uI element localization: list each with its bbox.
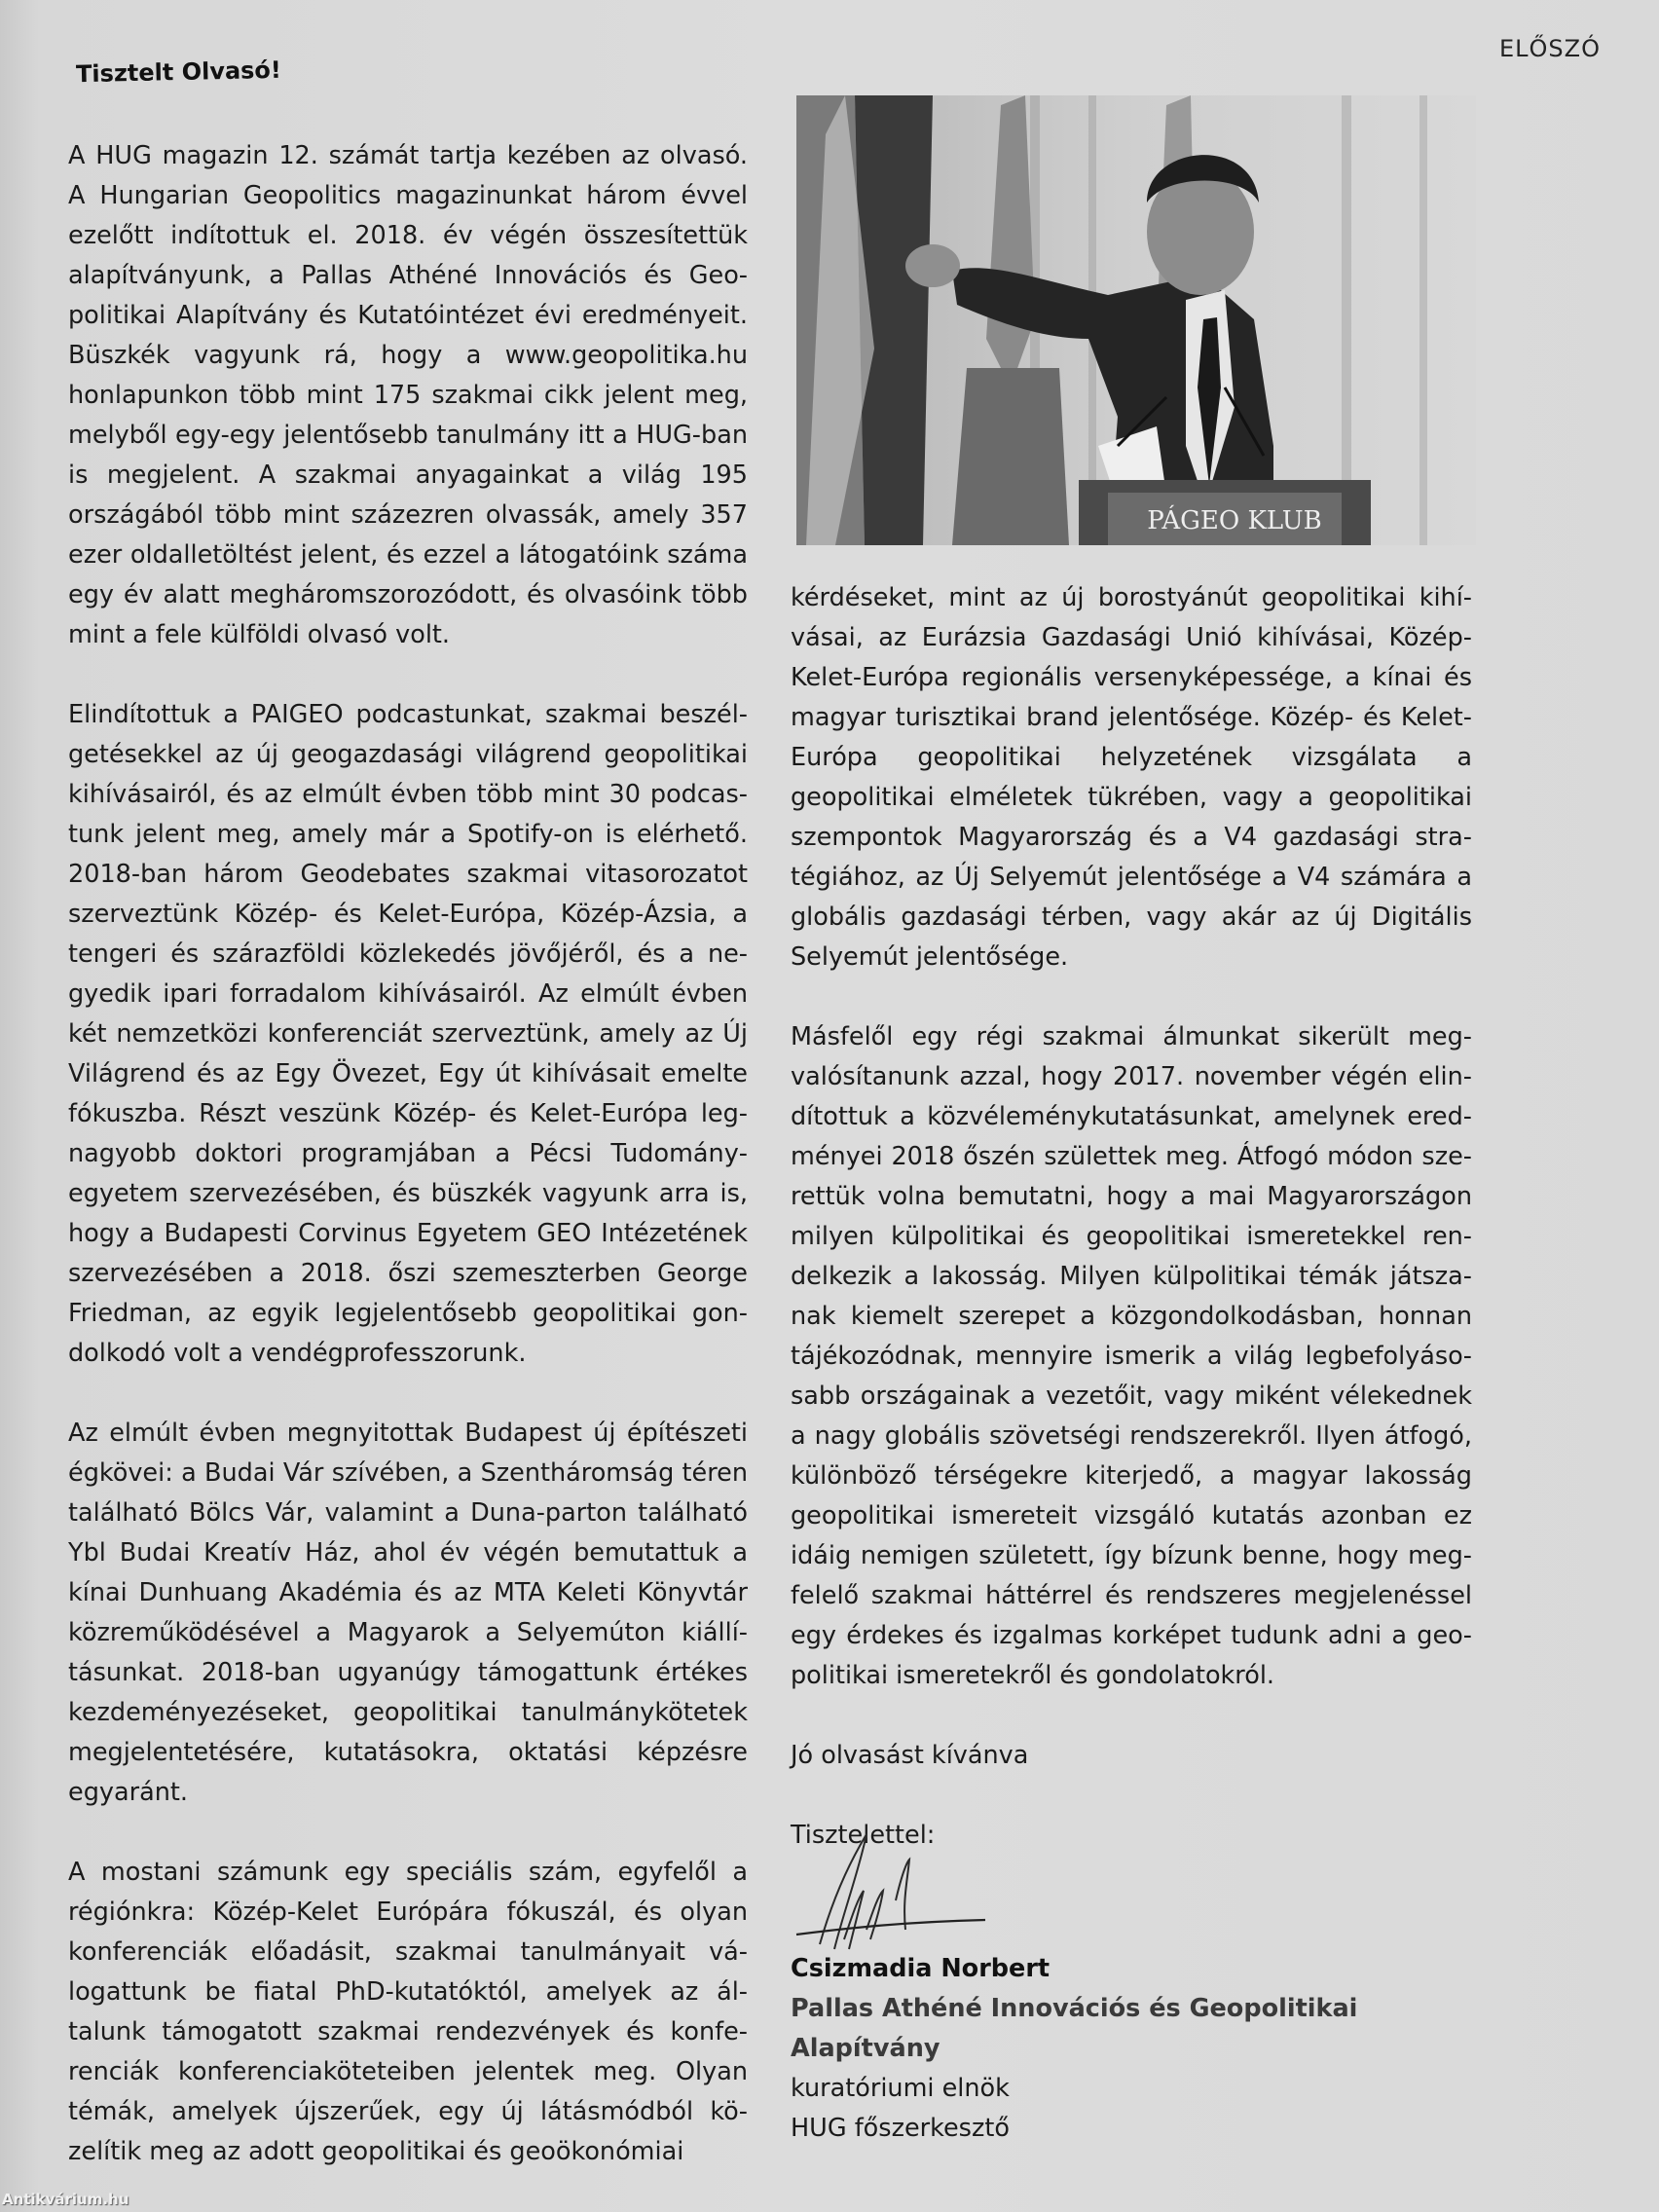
paragraph: Az elmúlt évben megnyitottak Budapest új építészeti égkövei: a Budai Vár szívében, a Szentháromság téren található Bölcs Vár, valamint a Duna-parton található Ybl Budai Kreatív Ház, ahol év végén bemutattuk a kínai Dunhuang Akadémia és az MTA Keleti Könyvtár közreműködésével a Magyarok a Selyemúton kiállításunkat. 2018-ban ugyanúgy támogattunk értékes kezdeményezéseket, geopolitikai tanulmánykötetek megjelentetésére, kutatásokra, oktatási képzésre egyaránt. <box>68 1419 748 1807</box>
signer-role: HUG főszerkesztő <box>791 2114 1010 2143</box>
signature-icon <box>791 1832 1024 1959</box>
closing-line: Jó olvasást kívánva <box>791 1741 1029 1770</box>
paragraph: Másfelől egy régi szakmai álmunkat sikerült megvalósítanunk azzal, hogy 2017. november végén elindítottuk a közvéleménykutatásunkat, amelynek eredményei 2018 őszén születtek meg. Átfogó módon szerettük volna bemutatni, hogy a mai Magyarországon milyen külpolitikai és geopolitikai ismeretekkel rendelkezik a lakosság. Milyen külpolitikai témák játszanak kiemelt szerepet a közgondolkodásban, honnan tájékozódnak, mennyire ismerik a világ legbefolyásosabb országainak a vezetőit, vagy miként vélekednek a nagy globális szövetségi rendszerekről. Ilyen átfogó, különböző térségekre kiterjedő, a magyar lakosság geopolitikai ismereteit vizsgáló kutatás azonban ez idáig nemigen született, így bízunk benne, hogy megfelelő szakmai háttérrel és rendszeres megjelenéssel egy érdekes és izgalmas korképet tudunk adni a geopolitikai ismeretekről és gondolatokról. <box>791 1022 1472 1690</box>
signer-role: kuratóriumi elnök <box>791 2074 1010 2103</box>
right-column <box>791 578 1472 2149</box>
section-label: ELŐSZÓ <box>1499 35 1601 62</box>
watermark: Antikvárium.hu <box>2 2191 129 2208</box>
podium-sign: PÁGEO KLUB <box>1147 506 1322 535</box>
greeting-heading: Tisztelt Olvasó! <box>75 55 282 89</box>
signer-name: Csizmadia Norbert <box>791 1954 1051 1983</box>
paragraph: A HUG magazin 12. számát tartja kezében az olvasó. A Hungarian Geopolitics magazinunkat három évvel ezelőtt indítottuk el. 2018. év végén összesítettük alapítványunk, a Pallas Athéné Innovációs és Geopolitikai Alapítvány és Kutatóintézet évi eredményeit. Büszkék vagyunk rá, hogy a www.geopolitika.hu honlapunkon több mint 175 szakmai cikk jelent meg, melyből egy-egy jelentősebb tanulmány itt a HUG-ban is megjelent. A szakmai anyagainkat a világ 195 országából több mint százezren olvassák, amely 357 ezer oldalletöltést jelent, és ezzel a látogatóink száma egy év alatt megháromszorozódott, és olvasóink több mint a fele külföldi olvasó volt. <box>68 141 748 649</box>
paragraph: A mostani számunk egy speciális szám, egyfelől a régiónkra: Közép-Kelet Európára fókuszál, és olyan konferenciák előadásit, szakmai tanulmányait válogattunk be fiatal PhD-kutatóktól, amelyek az általunk támogatott szakmai rendezvények és konferenciák konferenciaköteteiben jelentek meg. Olyan témák, amelyek újszerűek, egy új látásmódból közelítik meg az adott geopolitikai és geoökonómiai <box>68 1858 748 2166</box>
speaker-photo <box>796 95 1476 545</box>
photo-illustration <box>796 95 1476 545</box>
signer-organization: Pallas Athéné Innovációs és Geopolitikai Alapítvány <box>791 1994 1358 2063</box>
paragraph: Elindítottuk a PAIGEO podcastunkat, szakmai beszélgetésekkel az új geogazdasági világrend geopolitikai kihívásairól, és az elmúlt évben több mint 30 podcastunk jelent meg, amely már a Spotify-on is elérhető. 2018-ban három Geodebates szakmai vitasorozatot szerveztünk Közép- és Kelet-Európa, Közép-Ázsia, a tengeri és szárazföldi közlekedés jövőjéről, és a negyedik ipari forradalom kihívásairól. Az elmúlt évben két nemzetközi konferenciát szerveztünk, amely az Új Világrend és az Egy Övezet, Egy út kihívásait emelte fókuszba. Részt veszünk Közép- és Kelet-Európa legnagyobb doktori programjában a Pécsi Tudományegyetem szervezésében, és büszkék vagyunk arra is, hogy a Budapesti Corvinus Egyetem GEO Intézetének szervezésében a 2018. őszi szemeszterben George Friedman, az egyik legjelentősebb geopolitikai gondolkodó volt a vendégprofesszorunk. <box>68 700 748 1368</box>
paragraph: kérdéseket, mint az új borostyánút geopolitikai kihívásai, az Eurázsia Gazdasági Unió kihívásai, Közép-Kelet-Európa regionális versenyképessége, a kínai és magyar turisztikai brand jelentősége. Közép- és Kelet-Európa geopolitikai helyzetének vizsgálata a geopolitikai elméletek tükrében, vagy a geopolitikai szempontok Magyarország és a V4 gazdasági stratégiához, az Új Selyemút jelentősége a V4 számára a globális gazdasági térben, vagy akár az új Digitális Selyemút jelentősége. <box>791 583 1472 972</box>
podium <box>1079 480 1371 545</box>
salutation: Tisztelettel: <box>791 1821 936 1850</box>
left-column <box>68 136 748 2212</box>
signature <box>791 1852 1472 1949</box>
spacer <box>791 1776 1472 1816</box>
